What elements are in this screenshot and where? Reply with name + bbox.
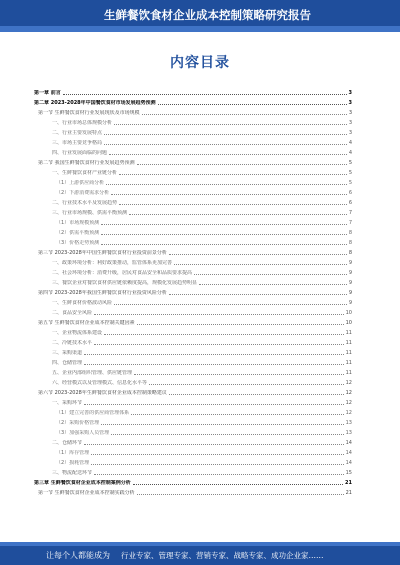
toc-page-number: 14 [345,450,352,456]
toc-page-number: 7 [348,220,352,226]
toc-entry-text: 三、市场主要竞争格局 [52,140,103,146]
toc-entry[interactable] [34,166,352,176]
toc-leader-dots [109,154,347,155]
toc-entry[interactable] [34,96,352,106]
toc-entry-text: （3）价格走势预测 [56,240,100,246]
toc-leader-dots [169,394,344,395]
toc-page-number: 12 [345,390,352,396]
toc-page-number: 8 [348,250,352,256]
toc-leader-dots [134,374,344,375]
toc-entry-text: （2）下游消费需求分析 [56,190,110,196]
toc-entry-text: 第五节 生鲜餐饮食材企业成本控制关键因素 [38,320,135,326]
toc-leader-dots [101,234,347,235]
toc-leader-dots [104,134,347,135]
toc-page-number: 9 [348,300,352,306]
toc-entry[interactable] [34,446,352,456]
toc-entry[interactable] [34,356,352,366]
toc-entry-text: 三、行业市场规模、供需平衡预测 [52,210,128,216]
toc-entry[interactable] [34,286,352,296]
toc-entry-text: 五、企业内部组织管理、供应链管理 [52,370,133,376]
footer-tagline: 行业专家、管理专家、营销专家、战略专家、成功企业家…… [121,551,324,560]
toc-leader-dots [131,414,343,415]
toc-leader-dots [174,264,347,265]
toc-page-number: 12 [345,410,352,416]
toc-leader-dots [91,464,343,465]
toc-leader-dots [114,124,347,125]
toc-title: 内容目录 [170,55,230,71]
toc-leader-dots [133,484,343,485]
toc-page-number: 21 [345,490,352,496]
toc-leader-dots [111,434,343,435]
toc-entry[interactable] [34,156,352,166]
toc-page-number: 14 [345,440,352,446]
toc-entry-text: （1）市场规模预测 [56,220,100,226]
toc-entry-text: 二、行业技术水平及发展趋势 [52,200,118,206]
toc-entry-text: 一、采购环节 [52,400,83,406]
toc-entry[interactable] [34,246,352,256]
toc-leader-dots [194,274,347,275]
toc-leader-dots [111,194,347,195]
toc-page-number: 14 [345,460,352,466]
toc-entry-text: 第二节 我国生鲜餐饮食材行业发展趋势预测 [38,160,135,166]
toc-entry[interactable] [34,226,352,236]
toc-entry[interactable] [34,206,352,216]
toc-entry-text: 第三节 2023-2028年中国生鲜餐饮食材行业投资前景分析 [38,250,167,256]
toc-page-number: 3 [348,130,352,136]
toc-entry[interactable] [34,186,352,196]
toc-leader-dots [106,184,347,185]
toc-entry[interactable] [34,256,352,266]
toc-entry[interactable] [34,126,352,136]
toc-entry[interactable] [34,346,352,356]
toc-page-number: 9 [348,290,352,296]
toc-entry-text: 一、生鲜餐饮食材产业链分析 [52,170,118,176]
toc-leader-dots [104,334,344,335]
toc-page-number: 4 [348,150,352,156]
toc-entry[interactable] [34,106,352,116]
toc-entry-text: 二、社会环境分析：消费升级，居民对食品安全和品质要求提高 [52,270,193,276]
toc-page-number: 3 [348,110,352,116]
toc-entry[interactable] [34,426,352,436]
toc-entry[interactable] [34,306,352,316]
toc-page-number: 11 [345,370,352,376]
toc-leader-dots [169,254,347,255]
toc-leader-dots [84,404,344,405]
toc-entry-text: 二、食品安全风险 [52,310,93,316]
header-bar [0,0,400,32]
toc-entry-text: （2）供需平衡预测 [56,230,100,236]
toc-page-number: 11 [345,330,352,336]
toc-leader-dots [101,224,347,225]
toc-leader-dots [114,304,347,305]
toc-entry-text: 第一节 生鲜餐饮食材企业成本控制实践分析 [38,490,135,496]
toc-leader-dots [94,474,344,475]
toc-page-number: 13 [345,430,352,436]
toc-page-number: 7 [348,210,352,216]
toc-entry[interactable] [34,146,352,156]
toc-page-number: 8 [348,230,352,236]
toc-page-number: 10 [345,310,352,316]
toc-entry-text: 三、采购渠道 [52,350,83,356]
toc-leader-dots [137,164,347,165]
toc-entry-text: 第二章 2023-2028年中国餐饮食材市场发展趋势预测 [34,100,156,106]
toc-entry-text: 一、行业市场总体规模分析 [52,120,113,126]
toc-entry-text: 第四节 2023-2028年我国生鲜餐饮食材行业投资风险分析 [38,290,167,296]
toc-page-number: 12 [345,380,352,386]
toc-leader-dots [129,214,347,215]
toc-entry-text: 二、行业主要发展特点 [52,130,103,136]
toc-entry-text: 第一章 前言 [34,90,61,96]
toc-page-number: 12 [345,400,352,406]
toc-entry[interactable] [34,196,352,206]
toc-leader-dots [158,104,347,105]
toc-entry[interactable] [34,386,352,396]
toc-page-number: 13 [345,420,352,426]
toc-page-number: 3 [348,90,352,96]
toc-entry[interactable] [34,216,352,226]
toc-entry[interactable] [34,276,352,286]
toc-leader-dots [137,494,344,495]
toc-entry-text: 一、政策环境分析：利好政策推动，监管体系更加完善 [52,260,173,266]
toc-entry-text: 四、仓储管理 [52,360,83,366]
toc-leader-dots [101,424,343,425]
toc-page-number: 11 [345,350,352,356]
toc-leader-dots [91,454,343,455]
toc-entry-text: （2）损耗管理 [56,460,90,466]
toc-entry[interactable] [34,406,352,416]
toc-entry[interactable] [34,366,352,376]
toc-page-number: 5 [348,180,352,186]
toc-leader-dots [119,204,347,205]
header-stripe [0,26,400,32]
toc-entry-text: 二、冷链技术水平 [52,340,93,346]
toc-entry[interactable] [34,376,352,386]
toc-page-number: 3 [348,100,352,106]
footer-slogan: 让每个人都能成为 [46,551,110,560]
toc-leader-dots [199,284,347,285]
toc-page-number: 10 [345,320,352,326]
toc-leader-dots [142,114,347,115]
footer-bar [0,542,400,565]
toc-entry-text: 二、仓储环节 [52,440,83,446]
toc-entry-text: （3）加强采购人员管理 [56,430,110,436]
toc-entry-text: （1）库存管理 [56,450,90,456]
toc-entry[interactable] [34,436,352,446]
toc-leader-dots [84,444,344,445]
toc-page-number: 4 [348,140,352,146]
footer-stripe [0,542,400,546]
toc-page-number: 9 [348,260,352,266]
toc-page-number: 8 [348,240,352,246]
toc-entry[interactable] [34,486,352,496]
toc-leader-dots [94,314,344,315]
toc-entry[interactable] [34,296,352,306]
toc-page-number: 9 [348,270,352,276]
toc-entry[interactable] [34,266,352,276]
toc-entry[interactable] [34,116,352,126]
toc-page-number: 5 [348,170,352,176]
toc-page-number: 6 [348,190,352,196]
toc-entry[interactable] [34,326,352,336]
toc-entry[interactable] [34,236,352,246]
toc-entry[interactable] [34,86,352,96]
toc-entry[interactable] [34,416,352,426]
toc-entry-text: （2）采购价格管理 [56,420,100,426]
toc-leader-dots [94,344,344,345]
toc-page-number: 9 [348,280,352,286]
toc-entry[interactable] [34,136,352,146]
toc-leader-dots [137,324,344,325]
toc-entry-text: 三、物流配送环节 [52,470,93,476]
toc-leader-dots [84,354,344,355]
toc-entry[interactable] [34,336,352,346]
toc-leader-dots [169,294,347,295]
toc-leader-dots [63,94,347,95]
toc-entry-text: 一、企业物流体系建设 [52,330,103,336]
toc-leader-dots [149,384,344,385]
toc-page-number: 21 [345,480,352,486]
toc-leader-dots [104,144,347,145]
toc-page-number: 3 [348,120,352,126]
toc-entry[interactable] [34,466,352,476]
toc-entry-text: （1）建立完善的供应商管理体系 [56,410,130,416]
toc-leader-dots [84,364,344,365]
toc-page-number: 11 [345,360,352,366]
toc-entry-text: 四、行业发展面临的问题 [52,150,108,156]
report-title: 生鲜餐饮食材企业成本控制策略研究报告 [104,8,311,22]
toc-entry-text: 第一节 生鲜餐饮食材行业发展现状及市场规模 [38,110,140,116]
toc-entry-text: 三、餐饮企业对餐饮食材供应链依赖度提高，规模化发展趋势明显 [52,280,198,286]
toc-entry[interactable] [34,396,352,406]
toc-leader-dots [119,174,347,175]
toc-leader-dots [101,244,347,245]
toc-entry-text: 第三章 生鲜餐饮食材企业成本控制案例分析 [34,480,131,486]
toc-page-number: 15 [345,470,352,476]
toc-page-number: 11 [345,340,352,346]
toc-entry-text: 第六节 2023-2028年生鲜餐饮食材企业成本控制策略建议 [38,390,167,396]
toc-entry[interactable] [34,476,352,486]
toc-entry[interactable] [34,456,352,466]
toc-entry[interactable] [34,176,352,186]
toc-page-number: 6 [348,200,352,206]
table-of-contents [34,86,352,496]
toc-page-number: 5 [348,160,352,166]
toc-entry-text: 一、生鲜食材价格波动风险 [52,300,113,306]
toc-entry[interactable] [34,316,352,326]
toc-entry-text: 六、经营模式以及管理模式、信息化水平等 [52,380,148,386]
toc-entry-text: （1）上游供应商分析 [56,180,105,186]
